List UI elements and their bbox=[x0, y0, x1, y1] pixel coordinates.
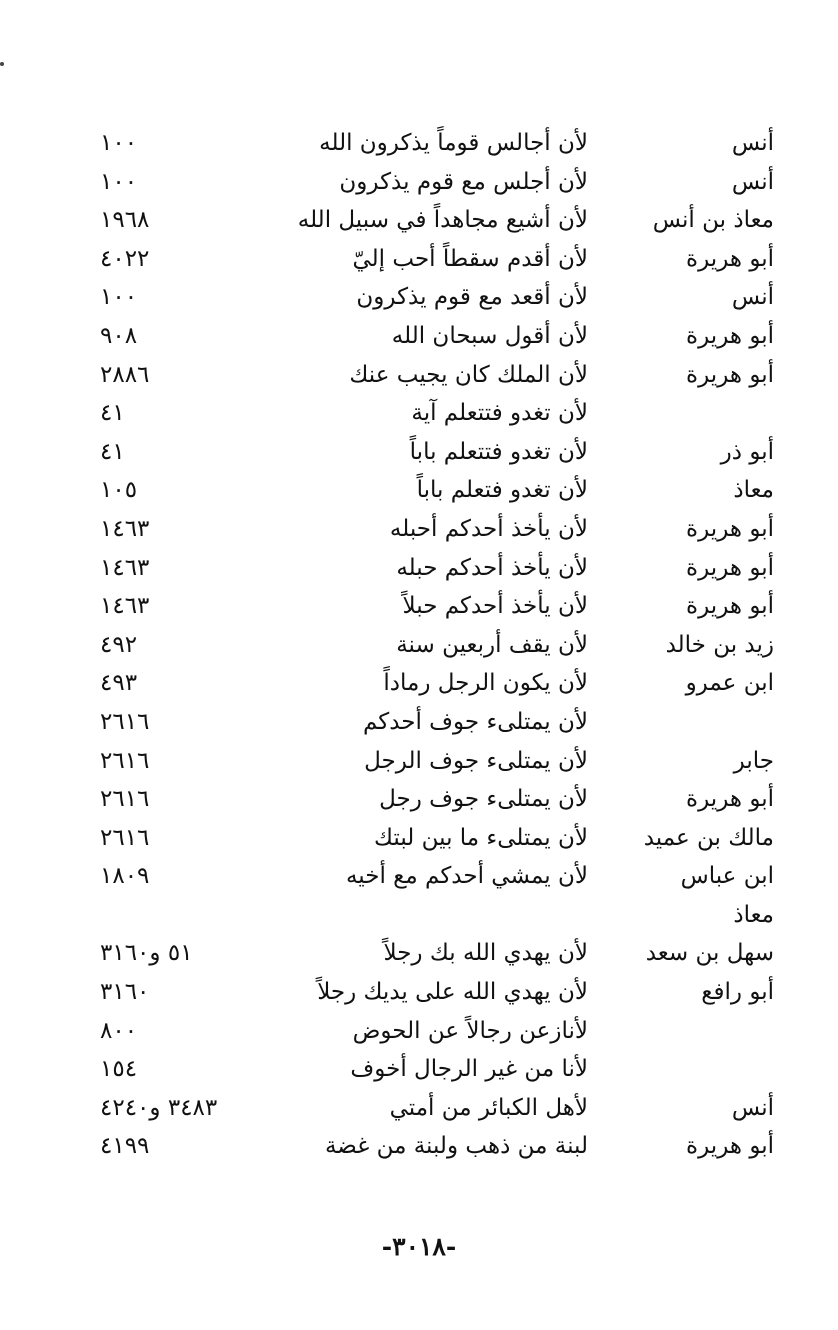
reference-text: ١٠٠ bbox=[100, 284, 138, 311]
index-row bbox=[0, 934, 838, 973]
index-row bbox=[0, 819, 838, 858]
index-row bbox=[0, 1089, 838, 1128]
hadith-opening: لأن أجلس مع قوم يذكرون bbox=[339, 168, 588, 195]
hadith-reference-number bbox=[100, 587, 255, 625]
index-row bbox=[0, 549, 838, 588]
narrator-name: معاذ bbox=[733, 901, 774, 928]
narrator-name: أبو هريرة bbox=[686, 786, 774, 813]
hadith-reference-number bbox=[100, 1089, 255, 1127]
hadith-reference-number bbox=[100, 1050, 255, 1088]
index-row bbox=[0, 240, 838, 279]
reference-text: ٤٩٣ bbox=[100, 670, 138, 697]
narrator-name: سهل بن سعد bbox=[645, 940, 774, 967]
narrator-name: أنس bbox=[731, 1094, 774, 1121]
index-row bbox=[0, 1012, 838, 1051]
reference-text: ١٤٦٣ bbox=[100, 593, 150, 620]
reference-text: ٣١٦٠ bbox=[100, 979, 150, 1006]
narrator-name: أبو هريرة bbox=[686, 554, 774, 581]
index-row bbox=[0, 780, 838, 819]
narrator-name: أنس bbox=[731, 284, 774, 311]
reference-text: ١٥٤ bbox=[100, 1056, 138, 1083]
hadith-reference-number bbox=[100, 934, 255, 972]
hadith-opening: لأن يمتلىء جوف أحدكم bbox=[362, 708, 588, 735]
hadith-opening: لأنازعن رجالاً عن الحوض bbox=[352, 1017, 588, 1044]
reference-text: ١٤٦٣ bbox=[100, 554, 150, 581]
hadith-opening: لأن تغدو فتعلم باباً bbox=[416, 477, 588, 504]
index-row bbox=[0, 163, 838, 202]
hadith-opening: لأن يأخذ أحدكم حبلاً bbox=[402, 593, 588, 620]
reference-text: ٣٤٨٣ و٤٢٤٠ bbox=[100, 1094, 218, 1121]
hadith-opening: لأن أقول سبحان الله bbox=[391, 322, 588, 349]
hadith-reference-number bbox=[100, 973, 255, 1011]
hadith-opening: لأن يمتلىء جوف رجل bbox=[379, 786, 588, 813]
reference-text: ١٠٠ bbox=[100, 130, 138, 156]
hadith-reference-number bbox=[100, 471, 255, 509]
narrator-name: أبو هريرة bbox=[686, 593, 774, 620]
narrator-name: أنس bbox=[731, 168, 774, 195]
index-row bbox=[0, 201, 838, 240]
hadith-opening: لأن يهدي الله بك رجلاً bbox=[383, 940, 588, 967]
narrator-name: أبو هريرة bbox=[686, 515, 774, 542]
hadith-reference-number bbox=[100, 549, 255, 587]
narrator-name: أبو ذر bbox=[720, 438, 774, 465]
index-row bbox=[0, 1050, 838, 1089]
reference-text: ٤٠٢٢ bbox=[100, 245, 150, 272]
narrator-name: معاذ بن أنس bbox=[652, 207, 774, 234]
hadith-opening: لأن يمتلىء جوف الرجل bbox=[364, 747, 588, 774]
hadith-opening: لأن يمشي أحدكم مع أخيه bbox=[345, 863, 588, 890]
index-row bbox=[0, 471, 838, 510]
page-number: -٣٠١٨- bbox=[381, 1232, 457, 1261]
index-row bbox=[0, 317, 838, 356]
index-row bbox=[0, 664, 838, 703]
hadith-reference-number bbox=[100, 163, 255, 201]
narrator-name: أبو رافع bbox=[701, 979, 774, 1006]
reference-text: ٢٦١٦ bbox=[100, 747, 150, 774]
hadith-opening: لأن أقعد مع قوم يذكرون bbox=[356, 284, 588, 311]
hadith-reference-number bbox=[100, 1127, 255, 1165]
reference-text: ٢٦١٦ bbox=[100, 786, 150, 813]
hadith-opening: لأن يقف أربعين سنة bbox=[396, 631, 588, 658]
narrator-name: أنس bbox=[731, 130, 774, 156]
hadith-reference-number bbox=[100, 742, 255, 780]
index-row bbox=[0, 433, 838, 472]
narrator-name: أبو هريرة bbox=[686, 361, 774, 388]
hadith-opening: لأن يهدي الله على يديك رجلاً bbox=[317, 979, 588, 1006]
reference-text: ٤٩٢ bbox=[100, 631, 138, 658]
hadith-opening: لأن الملك كان يجيب عنك bbox=[349, 361, 588, 388]
narrator-name: جابر bbox=[733, 747, 774, 774]
hadith-reference-number bbox=[100, 896, 255, 934]
hadith-opening: لأن أشيع مجاهداً في سبيل الله bbox=[297, 207, 588, 234]
hadith-reference-number bbox=[100, 278, 255, 316]
hadith-opening: لأن أجالس قوماً يذكرون الله bbox=[319, 130, 588, 156]
hadith-reference-number bbox=[100, 124, 255, 162]
index-row bbox=[0, 510, 838, 549]
reference-text: ٢٨٨٦ bbox=[100, 361, 150, 388]
narrator-name: ابن عمرو bbox=[685, 670, 774, 697]
index-row bbox=[0, 857, 838, 896]
reference-text: ٢٦١٦ bbox=[100, 824, 150, 851]
hadith-opening: لأن يمتلىء ما بين لبتك bbox=[374, 824, 588, 851]
hadith-reference-number bbox=[100, 626, 255, 664]
hadith-reference-number bbox=[100, 240, 255, 278]
hadith-opening: لأن يأخذ أحدكم أحبله bbox=[389, 515, 588, 542]
hadith-opening: لأن تغدو فتتعلم آية bbox=[411, 400, 588, 427]
narrator-name: أبو هريرة bbox=[686, 245, 774, 272]
reference-text: ١٠٠ bbox=[100, 168, 138, 195]
hadith-reference-number bbox=[100, 1012, 255, 1050]
index-row bbox=[0, 124, 838, 163]
hadith-reference-number bbox=[100, 394, 255, 432]
hadith-index-table bbox=[0, 124, 838, 1166]
hadith-opening: لأنا من غير الرجال أخوف bbox=[350, 1056, 588, 1083]
reference-text: ١٨٠٩ bbox=[100, 863, 150, 890]
hadith-reference-number bbox=[100, 664, 255, 702]
narrator-name: أبو هريرة bbox=[686, 322, 774, 349]
index-row bbox=[0, 356, 838, 395]
reference-text: ٩٠٨ bbox=[100, 322, 138, 349]
index-row bbox=[0, 703, 838, 742]
reference-text: ١٩٦٨ bbox=[100, 207, 150, 234]
hadith-reference-number bbox=[100, 510, 255, 548]
hadith-opening: لأن أقدم سقطاً أحب إليّ bbox=[352, 245, 588, 272]
hadith-opening: لأن يكون الرجل رماداً bbox=[383, 670, 588, 697]
narrator-name: زيد بن خالد bbox=[665, 631, 774, 658]
index-row bbox=[0, 1127, 838, 1166]
hadith-reference-number bbox=[100, 201, 255, 239]
narrator-name: ابن عباس bbox=[680, 863, 774, 890]
hadith-reference-number bbox=[100, 780, 255, 818]
index-row bbox=[0, 742, 838, 781]
hadith-opening: لأن يأخذ أحدكم حبله bbox=[396, 554, 588, 581]
scan-speck bbox=[0, 62, 4, 66]
reference-text: ١٤٦٣ bbox=[100, 515, 150, 542]
index-row bbox=[0, 896, 838, 935]
reference-text: ٤١ bbox=[100, 400, 125, 427]
hadith-reference-number bbox=[100, 703, 255, 741]
index-row bbox=[0, 626, 838, 665]
index-row bbox=[0, 278, 838, 317]
hadith-reference-number bbox=[100, 317, 255, 355]
narrator-name: معاذ bbox=[733, 477, 774, 504]
narrator-name: مالك بن عميد bbox=[643, 824, 774, 851]
hadith-reference-number bbox=[100, 433, 255, 471]
narrator-name: أبو هريرة bbox=[686, 1133, 774, 1160]
index-row bbox=[0, 587, 838, 626]
reference-text: ٢٦١٦ bbox=[100, 708, 150, 735]
index-row bbox=[0, 973, 838, 1012]
index-row bbox=[0, 394, 838, 433]
reference-text: ٨٠٠ bbox=[100, 1017, 138, 1044]
reference-text: ١٠٥ bbox=[100, 477, 138, 504]
reference-text: ٥١ و٣١٦٠ bbox=[100, 940, 193, 967]
hadith-reference-number bbox=[100, 857, 255, 895]
hadith-opening: لأن تغدو فتتعلم باباً bbox=[409, 438, 588, 465]
hadith-opening: لأهل الكبائر من أمتي bbox=[389, 1094, 588, 1121]
hadith-reference-number bbox=[100, 819, 255, 857]
reference-text: ٤١٩٩ bbox=[100, 1133, 150, 1160]
hadith-opening: لبنة من ذهب ولبنة من غضة bbox=[324, 1133, 588, 1160]
hadith-reference-number bbox=[100, 356, 255, 394]
reference-text: ٤١ bbox=[100, 438, 125, 465]
